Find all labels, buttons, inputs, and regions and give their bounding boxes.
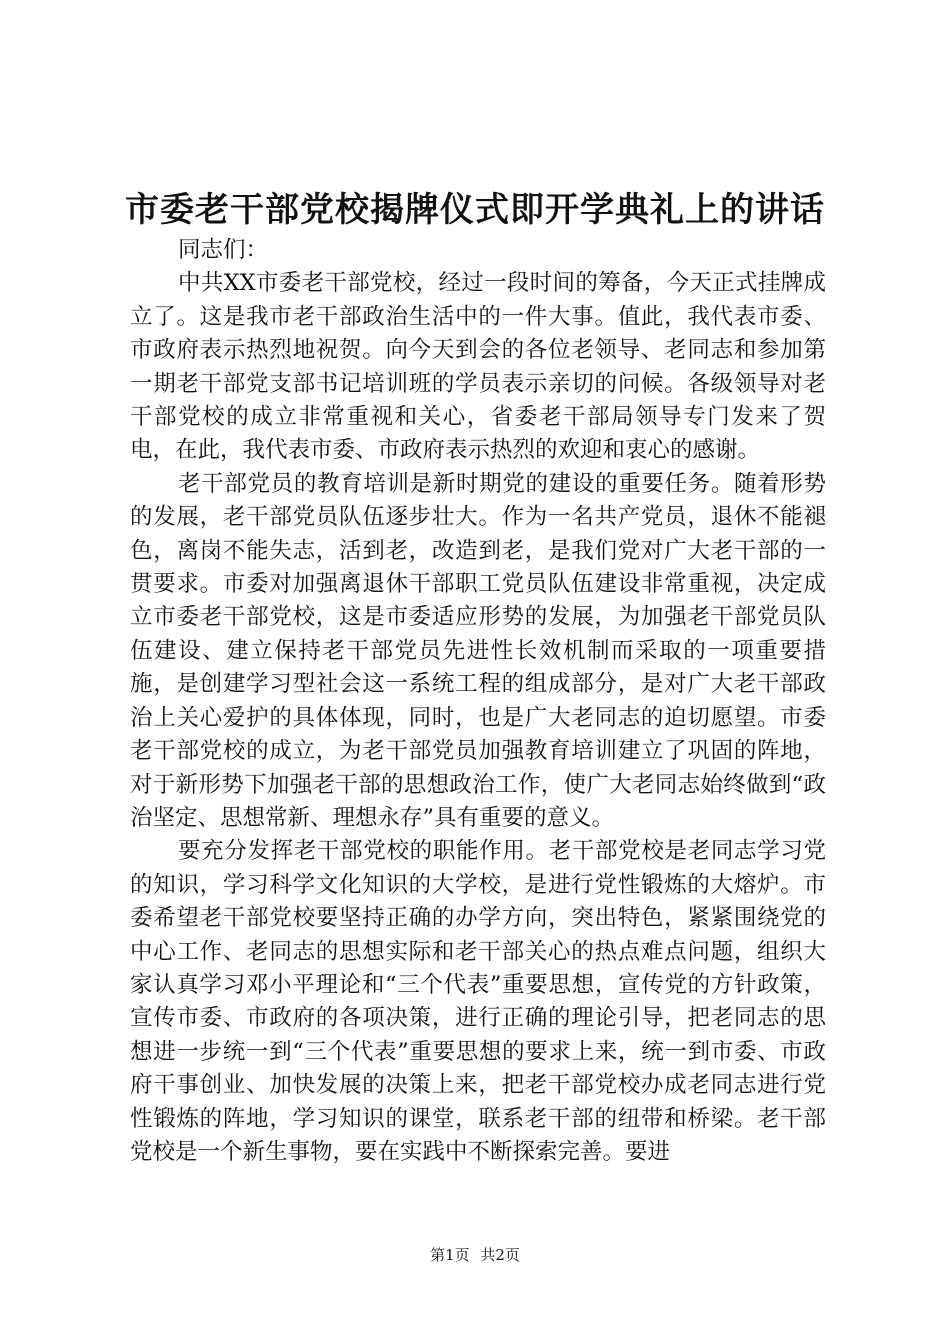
page-total: 共2页 <box>480 1246 520 1264</box>
paragraph-2: 老干部党员的教育培训是新时期党的建设的重要任务。随着形势的发展，老干部党员队伍逐步壮大。作为一名共产党员，退休不能褪色，离岗不能失志，活到老，改造到老，是我们党对广大老干部的一贯要求。市委对加强离退休干部职工党员队伍建设非常重视，决定成立市委老干部党校，这是市委适应形势的发展，为加强老干部党员队伍建设、建立保持老干部党员先进性长效机制而采取的一项重要措施，是创建学习型社会这一系统工程的组成部分，是对广大老干部政治上关心爱护的具体体现，同时，也是广大老同志的迫切愿望。市委老干部党校的成立，为老干部党员加强教育培训建立了巩固的阵地，对于新形势下加强老干部的思想政治工作，使广大老同志始终做到“政治坚定、思想常新、理想永存”具有重要的意义。 <box>130 470 826 831</box>
page-number: 第1页 <box>430 1246 470 1264</box>
paragraph-3: 要充分发挥老干部党校的职能作用。老干部党校是老同志学习党的知识，学习科学文化知识的大学校，是进行党性锻炼的大熔炉。市委希望老干部党校要坚持正确的办学方向，突出特色，紧紧围绕党的中心工作、老同志的思想实际和老干部关心的热点难点问题，组织大家认真学习邓小平理论和“三个代表”重要思想，宣传党的方针政策，宣传市委、市政府的各项决策，进行正确的理论引导，把老同志的思想进一步统一到“三个代表”重要思想的要求上来，统一到市委、市政府干事创业、加快发展的决策上来，把老干部党校办成老同志进行党性锻炼的阵地，学习知识的课堂，联系老干部的纽带和桥梁。老干部党校是一个新生事物，要在实践中不断探索完善。要进 <box>130 838 826 1165</box>
paragraph-1: 中共XX市委老干部党校，经过一段时间的筹备，今天正式挂牌成立了。这是我市老干部政治生活中的一件大事。值此，我代表市委、市政府表示热烈地祝贺。向今天到会的各位老领导、老同志和参加第一期老干部党支部书记培训班的学员表示亲切的问候。各级领导对老干部党校的成立非常重视和关心，省委老干部局领导专门发来了贺电，在此，我代表市委、市政府表示热烈的欢迎和衷心的感谢。 <box>130 270 826 464</box>
document-title: 市委老干部党校揭牌仪式即开学典礼上的讲话 <box>125 190 825 230</box>
document-body <box>130 234 826 1169</box>
salutation: 同志们： <box>178 237 269 263</box>
page-footer <box>0 1245 950 1265</box>
